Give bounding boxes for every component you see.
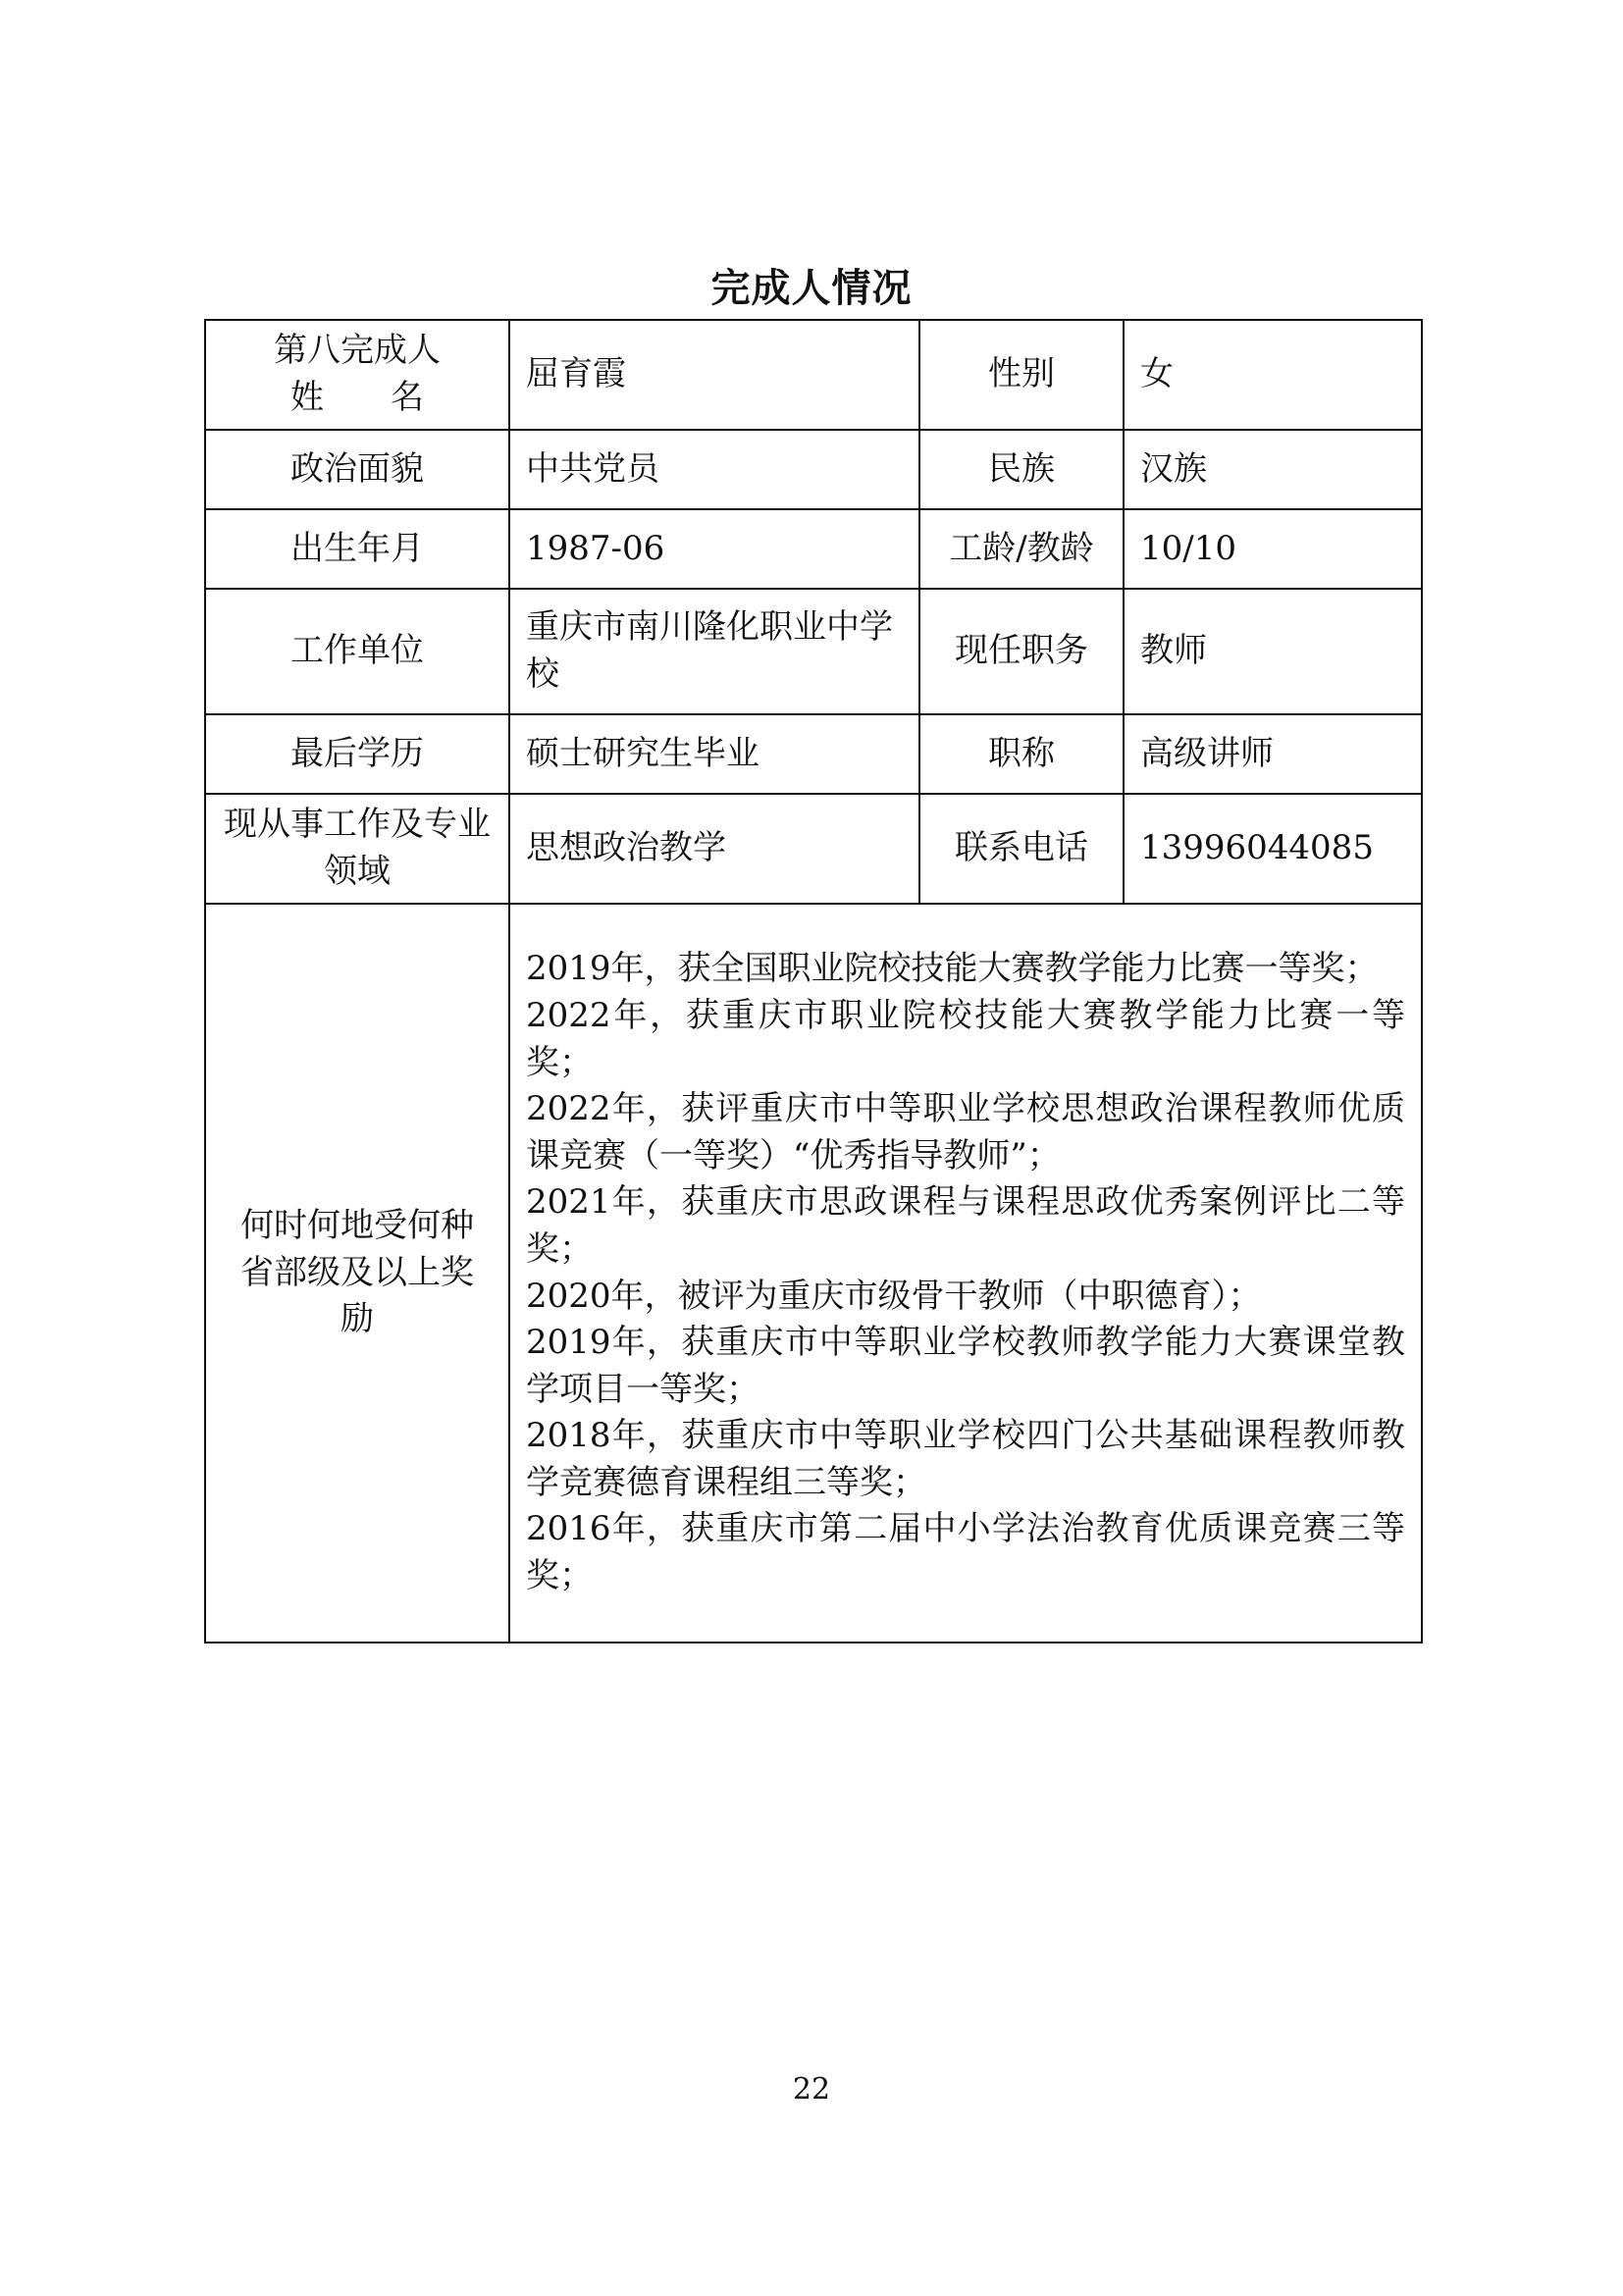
table-row [205,430,1422,509]
award-item: 2016年，获重庆市第二届中小学法治教育优质课竞赛三等奖； [526,1509,1405,1596]
education-value: 硕士研究生毕业 [509,714,919,794]
birth-value: 1987-06 [509,509,919,589]
award-item: 2019年，获全国职业院校技能大赛教学能力比赛一等奖； [526,949,1379,989]
gender-label: 性别 [919,320,1124,430]
award-item: 2018年，获重庆市中等职业学校四门公共基础课程教师教学竞赛德育课程组三等奖； [526,1416,1405,1502]
name-label-cell [205,320,509,430]
phone-label: 联系电话 [919,794,1124,904]
job-title-value: 高级讲师 [1124,714,1422,794]
table-row [205,904,1422,1643]
awards-list [509,904,1422,1643]
birth-label: 出生年月 [205,509,509,589]
name-value: 屈育霞 [509,320,919,430]
gender-value: 女 [1124,320,1422,430]
seniority-label: 工龄/教龄 [919,509,1124,589]
name-label-line1: 第八完成人 [274,331,441,371]
phone-value: 13996044085 [1124,794,1422,904]
employer-label: 工作单位 [205,589,509,714]
ethnicity-value: 汉族 [1124,430,1422,509]
position-value: 教师 [1124,589,1422,714]
table-row [205,320,1422,430]
name-label-line2: 姓 名 [290,378,424,417]
education-label: 最后学历 [205,714,509,794]
awards-label: 何时何地受何种省部级及以上奖励 [205,904,509,1643]
seniority-value: 10/10 [1124,509,1422,589]
field-value: 思想政治教学 [509,794,919,904]
award-item: 2021年，获重庆市思政课程与课程思政优秀案例评比二等奖； [526,1182,1405,1269]
page-title: 完成人情况 [710,266,913,311]
table-row [205,794,1422,904]
job-title-label: 职称 [919,714,1124,794]
award-item: 2022年，获重庆市职业院校技能大赛教学能力比赛一等奖； [526,995,1405,1082]
table-row [205,714,1422,794]
table-row [205,509,1422,589]
award-item: 2022年，获评重庆市中等职业学校思想政治课程教师优质课竞赛（一等奖）“优秀指导教师”； [526,1089,1405,1175]
field-label: 现从事工作及专业领域 [205,794,509,904]
political-label: 政治面貌 [205,430,509,509]
ethnicity-label: 民族 [919,430,1124,509]
award-item: 2020年，被评为重庆市级骨干教师（中职德育）； [526,1276,1262,1316]
table-row [205,589,1422,714]
award-item: 2019年，获重庆市中等职业学校教师教学能力大赛课堂教学项目一等奖； [526,1323,1405,1409]
page-number: 22 [792,2072,831,2107]
position-label: 现任职务 [919,589,1124,714]
completer-info-table [204,319,1423,1644]
political-value: 中共党员 [509,430,919,509]
employer-value: 重庆市南川隆化职业中学校 [509,589,919,714]
